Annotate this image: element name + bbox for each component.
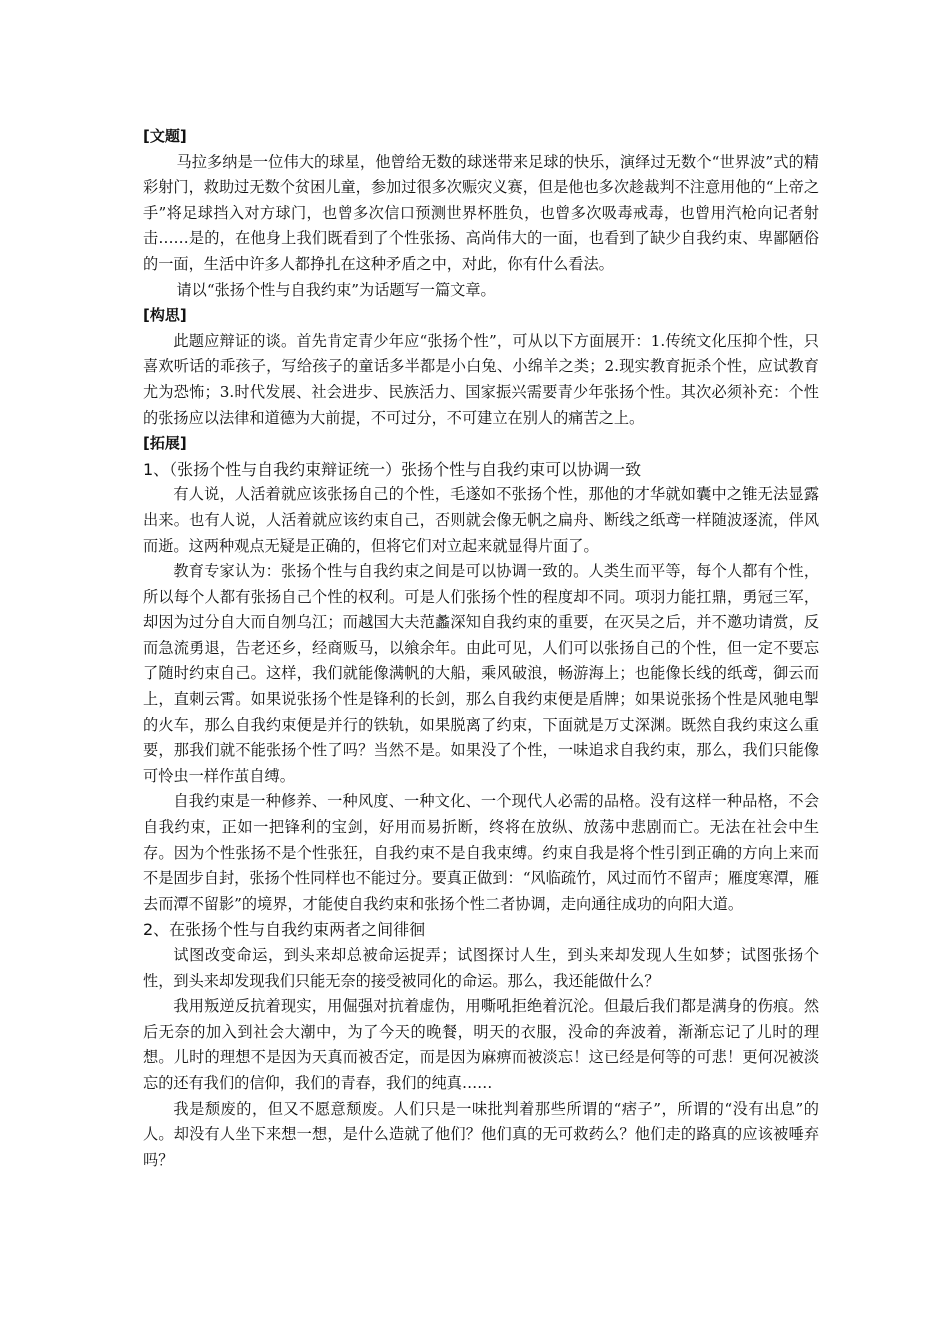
tuozhan-paragraph-6: 我是颓废的，但又不愿意颓废。人们只是一味批判着那些所谓的“痞子”，所谓的“没有出息”的人。却没有人坐下来想一想，是什么造就了他们？他们真的无可救药么？他们走的路真的应该被唾弃吗？ (143, 1099, 819, 1169)
tuozhan-paragraph-2: 教育专家认为：张扬个性与自我约束之间是可以协调一致的。人类生而平等，每个人都有个性，所以每个人都有张扬自己个性的权利。可是人们张扬个性的程度却不同。项羽力能扛鼎，勇冠三军，却因为过分自大而自刎乌江；而越国大夫范蠡深知自我约束的重要，在灭吴之后，并不邀功请赏，反而急流勇退，告老还乡，经商贩马，以飨余年。由此可见，人们可以张扬自己的个性，但一定不要忘了随时约束自己。这样，我们就能像满帆的大船，乘风破浪，畅游海上；也能像长线的纸鸢，御云而上，直刺云霄。如果说张扬个性是锋利的长剑，那么自我约束便是盾牌；如果说张扬个性是风驰电掣的火车，那么自我约束便是并行的铁轨，如果脱离了约束，下面就是万丈深渊。既然自我约束这么重要，那我们就不能张扬个性了吗？当然不是。如果没了个性，一味追求自我约束，那么，我们只能像可怜虫一样作茧自缚。 (143, 562, 819, 785)
tuozhan-paragraph-3: 自我约束是一种修养、一种风度、一种文化、一个现代人必需的品格。没有这样一种品格，不会自我约束，正如一把锋利的宝剑，好用而易折断，终将在放纵、放荡中悲剧而亡。无法在社会中生存。因为个性张扬不是个性张狂，自我约束不是自我束缚。约束自我是将个性引到正确的方向上来而不是固步自封，张扬个性同样也不能过分。要真正做到：“风临疏竹，风过而竹不留声；雁度寒潭，雁去而潭不留影”的境界，才能使自我约束和张扬个性二者协调，走向通往成功的向阳大道。 (143, 792, 820, 913)
tuozhan-paragraph-1: 有人说，人活着就应该张扬自己的个性，毛遂如不张扬个性，那他的才华就如囊中之锥无法显露出来。也有人说，人活着就应该约束自己，否则就会像无帆之扁舟、断线之纸鸢一样随波逐流，伴风而逝。这两种观点无疑是正确的，但将它们对立起来就显得片面了。 (143, 485, 819, 555)
section-heading-gousi: [构思] (143, 306, 187, 325)
document-page (143, 124, 819, 1173)
gousi-paragraph-1: 此题应辩证的谈。首先肯定青少年应“张扬个性”，可从以下方面展开：1.传统文化压抑个性，只喜欢听话的乖孩子，写给孩子的童话多半都是小白兔、小绵羊之类；2.现实教育扼杀个性，应试教育尤为恐怖；3.时代发展、社会进步、民族活力、国家振兴需要青少年张扬个性。其次必须补充：个性的张扬应以法律和道德为大前提，不可过分，不可建立在别人的痛苦之上。 (143, 331, 819, 427)
subheading-1: 1、（张扬个性与自我约束辩证统一）张扬个性与自我约束可以协调一致 (143, 459, 642, 479)
wenti-paragraph-1: 马拉多纳是一位伟大的球星，他曾给无数的球迷带来足球的快乐，演绎过无数个“世界波”式的精彩射门，救助过无数个贫困儿童，参加过很多次赈灾义赛，但是他也多次趁裁判不注意用他的“上帝之手”将足球挡入对方球门，也曾多次信口预测世界杯胜负，也曾多次吸毒戒毒，也曾用汽枪向记者射击……是的，在他身上我们既看到了个性张扬、高尚伟大的一面，也看到了缺少自我约束、卑鄙陋俗的一面，生活中许多人都挣扎在这种矛盾之中，对此，你有什么看法。 (143, 152, 820, 273)
tuozhan-paragraph-4: 试图改变命运，到头来却总被命运捉弄；试图探讨人生，到头来却发现人生如梦；试图张扬个性，到头来却发现我们只能无奈的接受被同化的命运。那么，我还能做什么？ (143, 946, 819, 990)
section-heading-wenti: [文题] (143, 127, 187, 145)
wenti-paragraph-2: 请以“张扬个性与自我约束”为话题写一篇文章。 (176, 280, 496, 299)
section-heading-tuozhan: [拓展] (143, 434, 187, 453)
subheading-2: 2、在张扬个性与自我约束两者之间徘徊 (143, 920, 426, 940)
tuozhan-paragraph-5: 我用叛逆反抗着现实，用倔强对抗着虚伪，用嘶吼拒绝着沉沦。但最后我们都是满身的伤痕。然后无奈的加入到社会大潮中，为了今天的晚餐，明天的衣服，没命的奔波着，渐渐忘记了儿时的理想。儿时的理想不是因为天真而被否定，而是因为麻痹而被淡忘！这已经是何等的可悲！更何况被淡忘的还有我们的信仰，我们的青春，我们的纯真…… (143, 997, 819, 1092)
